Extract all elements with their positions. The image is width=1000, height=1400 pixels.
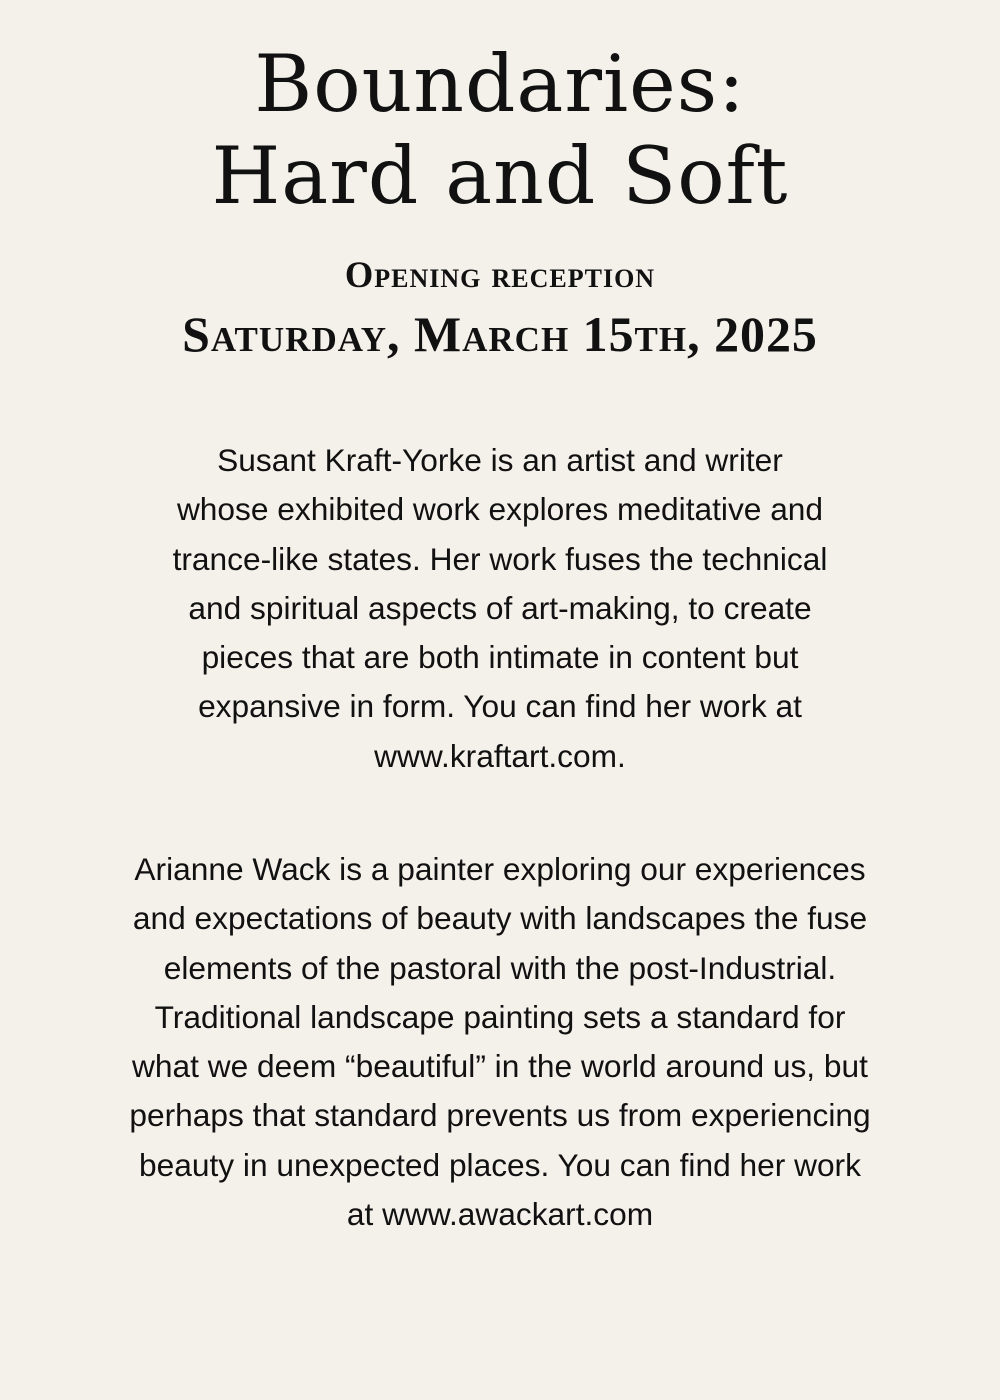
bio-line: whose exhibited work explores meditative and xyxy=(176,491,824,528)
bio-line: elements of the pastoral with the post-Industrial. xyxy=(163,949,837,986)
bio-line: what we deem “beautiful” in the world around us, but xyxy=(132,1048,868,1085)
bio-line: pieces that are both intimate in content but xyxy=(201,639,799,676)
bio-line: trance-like states. Her work fuses the technical xyxy=(172,540,828,577)
title-line-2: Hard and Soft xyxy=(211,130,789,222)
bio-line: www.kraftart.com. xyxy=(374,737,626,774)
bio-line: Arianne Wack is a painter exploring our experiences xyxy=(134,851,866,887)
exhibition-title xyxy=(0,38,1000,222)
bio-line: beauty in unexpected places. You can find her work xyxy=(139,1146,861,1183)
title-line-1: Boundaries: xyxy=(254,38,746,130)
opening-reception-date: Saturday, March 15th, 2025 xyxy=(182,307,818,362)
bio-line: perhaps that standard prevents us from experiencing xyxy=(129,1097,871,1134)
bio-line: Susant Kraft-Yorke is an artist and writer xyxy=(217,442,783,478)
opening-reception-label: Opening reception xyxy=(344,254,656,295)
bio-line: and spiritual aspects of art-making, to create xyxy=(188,589,812,626)
artist-bio-wack xyxy=(0,845,1000,1239)
bio-line: at www.awackart.com xyxy=(346,1196,654,1233)
bio-line: expansive in form. You can find her work at xyxy=(198,688,802,725)
bio-line: Traditional landscape painting sets a standard for xyxy=(154,998,846,1035)
bio-line: and expectations of beauty with landscapes the fuse xyxy=(132,900,868,937)
artist-bio-kraft-yorke xyxy=(0,436,1000,781)
